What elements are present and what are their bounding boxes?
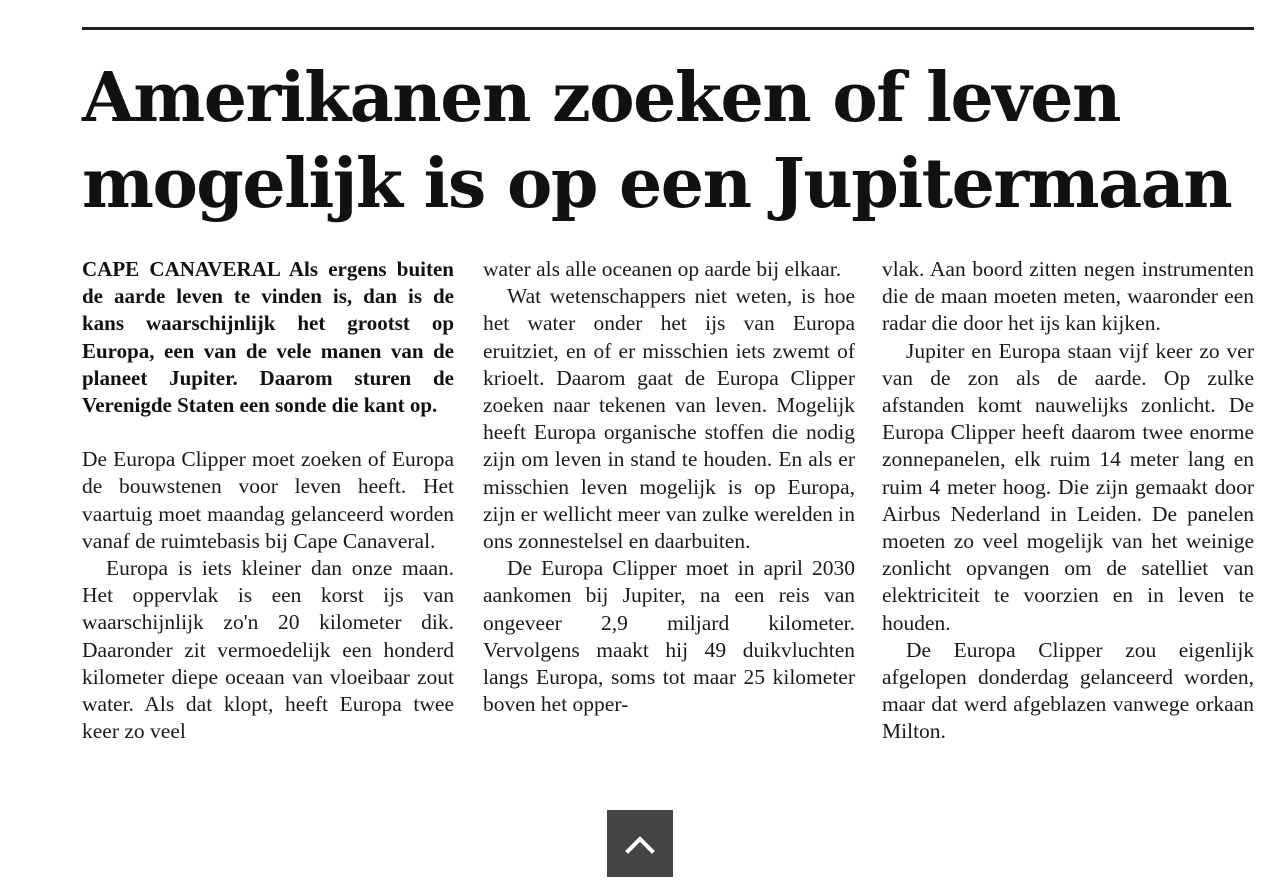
body-paragraph: De Europa Clipper moet zoeken of Europa de bouwstenen voor leven heeft. Het vaartuig moet maandag gelanceerd worden vanaf de ruimtebasis bij Cape Canaveral. bbox=[82, 447, 454, 553]
chevron-up-icon bbox=[623, 833, 657, 855]
headline-line-1: Amerikanen zoeken of leven bbox=[82, 58, 1120, 138]
body-paragraph: water als alle oceanen op aarde bij elkaar. bbox=[483, 257, 842, 281]
body-paragraph: De Europa Clipper zou eigenlijk afgelopen donderdag gelanceerd worden, maar dat werd afgeblazen vanwege orkaan Milton. bbox=[882, 637, 1254, 744]
body-paragraph: vlak. Aan boord zitten negen instrumenten die de maan moeten meten, waaronder een radar die door het ijs kan kijken. bbox=[882, 257, 1254, 336]
top-rule bbox=[82, 27, 1254, 30]
body-paragraph: Wat wetenschappers niet weten, is hoe het water onder het ijs van Europa eruitziet, en of er misschien iets zwemt of krioelt. Daarom gaat de Europa Clipper zoeken naar tekenen van leven. Mogelijk heeft Europa organische stoffen die nodig zijn om leven in stand te houden. En als er misschien leven mogelijk is op Europa, zijn er wellicht meer van zulke werelden in ons zonnestelsel en daarbuiten. bbox=[483, 284, 855, 554]
article-column-3 bbox=[882, 256, 1254, 746]
article-column-2 bbox=[483, 256, 855, 718]
body-paragraph: Europa is iets kleiner dan onze maan. Het oppervlak is een korst ijs van waarschijnlijk zo'n 20 kilometer dik. Daaronder zit vermoedelijk een honderd kilometer diepe oceaan van vloeibaar zout water. Als dat klopt, heeft Europa twee keer zo veel bbox=[82, 556, 454, 744]
lead-paragraph: CAPE CANAVERAL Als ergens buiten de aarde leven te vinden is, dan is de kans waarschijnlijk het grootst op Europa, een van de vele manen van de planeet Jupiter. Daarom sturen de Verenigde Staten een sonde die kant op. bbox=[82, 257, 454, 418]
article-headline bbox=[82, 55, 1262, 227]
article-column-1 bbox=[82, 256, 454, 745]
scroll-to-top-button[interactable] bbox=[607, 810, 673, 877]
headline-line-2: mogelijk is op een Jupitermaan bbox=[82, 144, 1232, 224]
body-paragraph: Jupiter en Europa staan vijf keer zo ver van de zon als de aarde. Op zulke afstanden komt nauwelijks zonlicht. De Europa Clipper heeft daarom twee enorme zonnepanelen, elk ruim 14 meter lang en ruim 4 meter hoog. Die zijn gemaakt door Airbus Nederland in Leiden. De panelen moeten zo veel mogelijk van het weinige zonlicht opvangen om de satelliet van elektriciteit te voorzien en in leven te houden. bbox=[882, 338, 1254, 635]
body-paragraph: De Europa Clipper moet in april 2030 aankomen bij Jupiter, na een reis van ongeveer 2,9 miljard kilometer. Vervolgens maakt hij 49 duikvluchten langs Europa, soms tot maar 25 kilometer boven het opper- bbox=[483, 556, 855, 717]
